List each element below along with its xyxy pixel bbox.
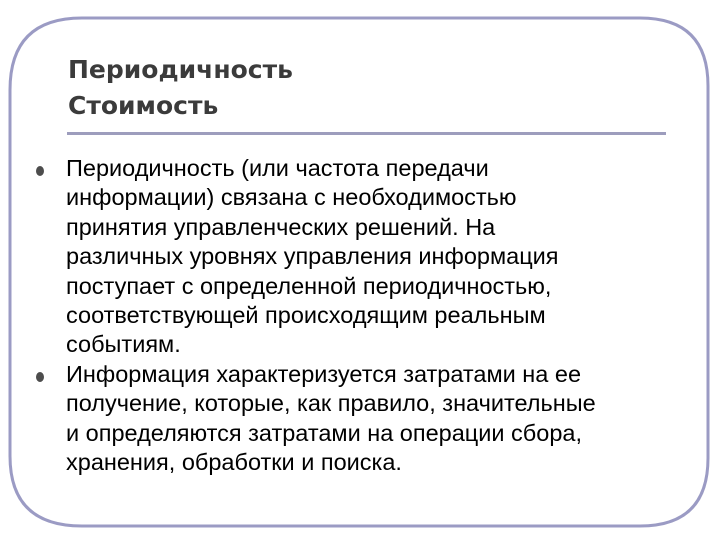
bullet-item-2 <box>36 360 686 478</box>
bullet-2-line-4: хранения, обработки и поиска. <box>66 449 402 476</box>
bullet-1-line-3: принятия управленческих решений. На <box>66 213 496 240</box>
bullet-item-1 <box>36 154 686 360</box>
bullet-2-line-3: и определяются затратами на операции сбора, <box>66 419 582 446</box>
title-line-2: Стоимость <box>68 91 219 120</box>
bullet-dot-icon <box>36 372 44 382</box>
bullet-2-line-2: получение, которые, как правило, значительные <box>66 390 596 417</box>
slide-title <box>68 52 293 124</box>
bullet-1-line-7: событиям. <box>66 331 181 358</box>
bullet-2-line-1: Информация характеризуется затратами на ее <box>66 360 582 387</box>
bullet-list <box>36 154 686 477</box>
bullet-1-line-6: соответствующей происходящим реальным <box>66 302 546 329</box>
title-line-1: Периодичность <box>68 55 293 84</box>
bullet-1-line-4: различных уровнях управления информация <box>66 243 559 270</box>
bullet-1-line-1: Периодичность (или частота передачи <box>66 155 489 181</box>
bullet-1-line-5: поступает с определенной периодичностью, <box>66 272 552 299</box>
bullet-dot-icon <box>36 166 44 176</box>
title-divider <box>67 132 666 135</box>
bullet-1-line-2: информации) связана с необходимостью <box>66 184 517 211</box>
